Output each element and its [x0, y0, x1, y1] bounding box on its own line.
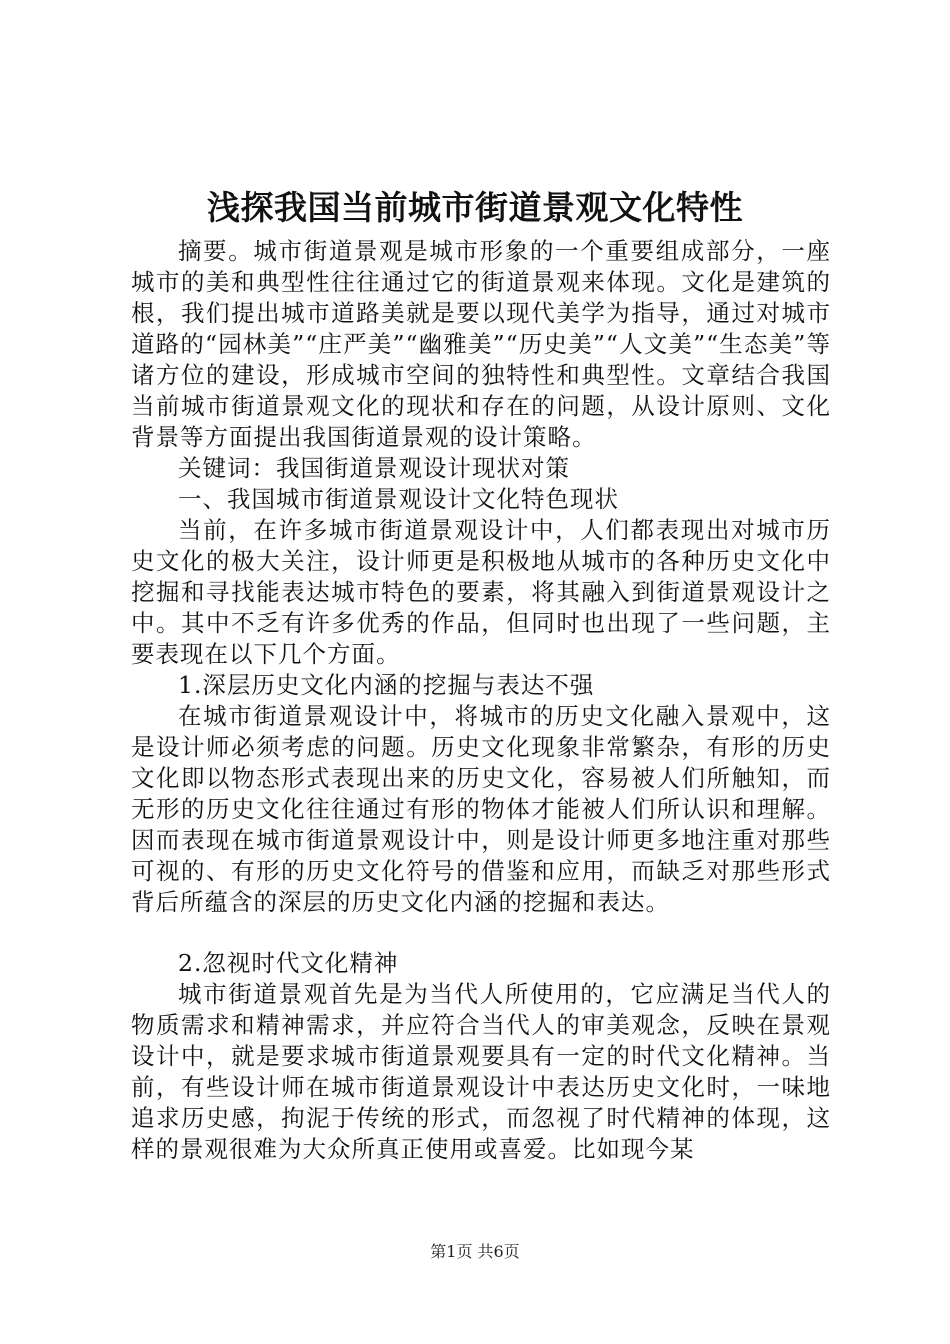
abstract-paragraph: 摘要。城市街道景观是城市形象的一个重要组成部分，一座城市的美和典型性往往通过它的街道景观来体现。文化是建筑的根，我们提出城市道路美就是要以现代美学为指导，通过对城市道路的“园林美”“庄严美”“幽雅美”“历史美”“人文美”“生态美”等诸方位的建设，形成城市空间的独特性和典型性。文章结合我国当前城市街道景观文化的现状和存在的问题，从设计原则、文化背景等方面提出我国街道景观的设计策略。 — [131, 237, 831, 451]
document-title: 浅探我国当前城市街道景观文化特性 — [207, 188, 743, 227]
section-heading-1: 一、我国城市街道景观设计文化特色现状 — [178, 485, 619, 513]
subsection-1-paragraph: 在城市街道景观设计中，将城市的历史文化融入景观中，这是设计师必须考虑的问题。历史文化现象非常繁杂，有形的历史文化即以物态形式表现出来的历史文化，容易被人们所触知，而无形的历史文化往往通过有形的物体才能被人们所认识和理解。因而表现在城市街道景观设计中，则是设计师更多地注重对那些可视的、有形的历史文化符号的借鉴和应用，而缺乏对那些形式背后所蕴含的深层的历史文化内涵的挖掘和表达。 — [131, 702, 831, 916]
page-number-footer: 第1页 共6页 — [430, 1242, 520, 1261]
document-body — [131, 236, 831, 1165]
subheading-2: 2.忽视时代文化精神 — [178, 949, 399, 977]
subheading-1: 1.深层历史文化内涵的挖掘与表达不强 — [178, 671, 595, 699]
keywords-line: 关键词：我国街道景观设计现状对策 — [178, 454, 570, 482]
subsection-2-paragraph: 城市街道景观首先是为当代人所使用的，它应满足当代人的物质需求和精神需求，并应符合当代人的审美观念，反映在景观设计中，就是要求城市街道景观要具有一定的时代文化精神。当前，有些设计师在城市街道景观设计中表达历史文化时，一味地追求历史感，拘泥于传统的形式，而忽视了时代精神的体现，这样的景观很难为大众所真正使用或喜爱。比如现今某 — [131, 980, 831, 1163]
paragraph-gap — [131, 918, 831, 948]
intro-paragraph: 当前，在许多城市街道景观设计中，人们都表现出对城市历史文化的极大关注，设计师更是积极地从城市的各种历史文化中挖掘和寻找能表达城市特色的要素，将其融入到街道景观设计之中。其中不乏有许多优秀的作品，但同时也出现了一些问题，主要表现在以下几个方面。 — [131, 516, 831, 668]
